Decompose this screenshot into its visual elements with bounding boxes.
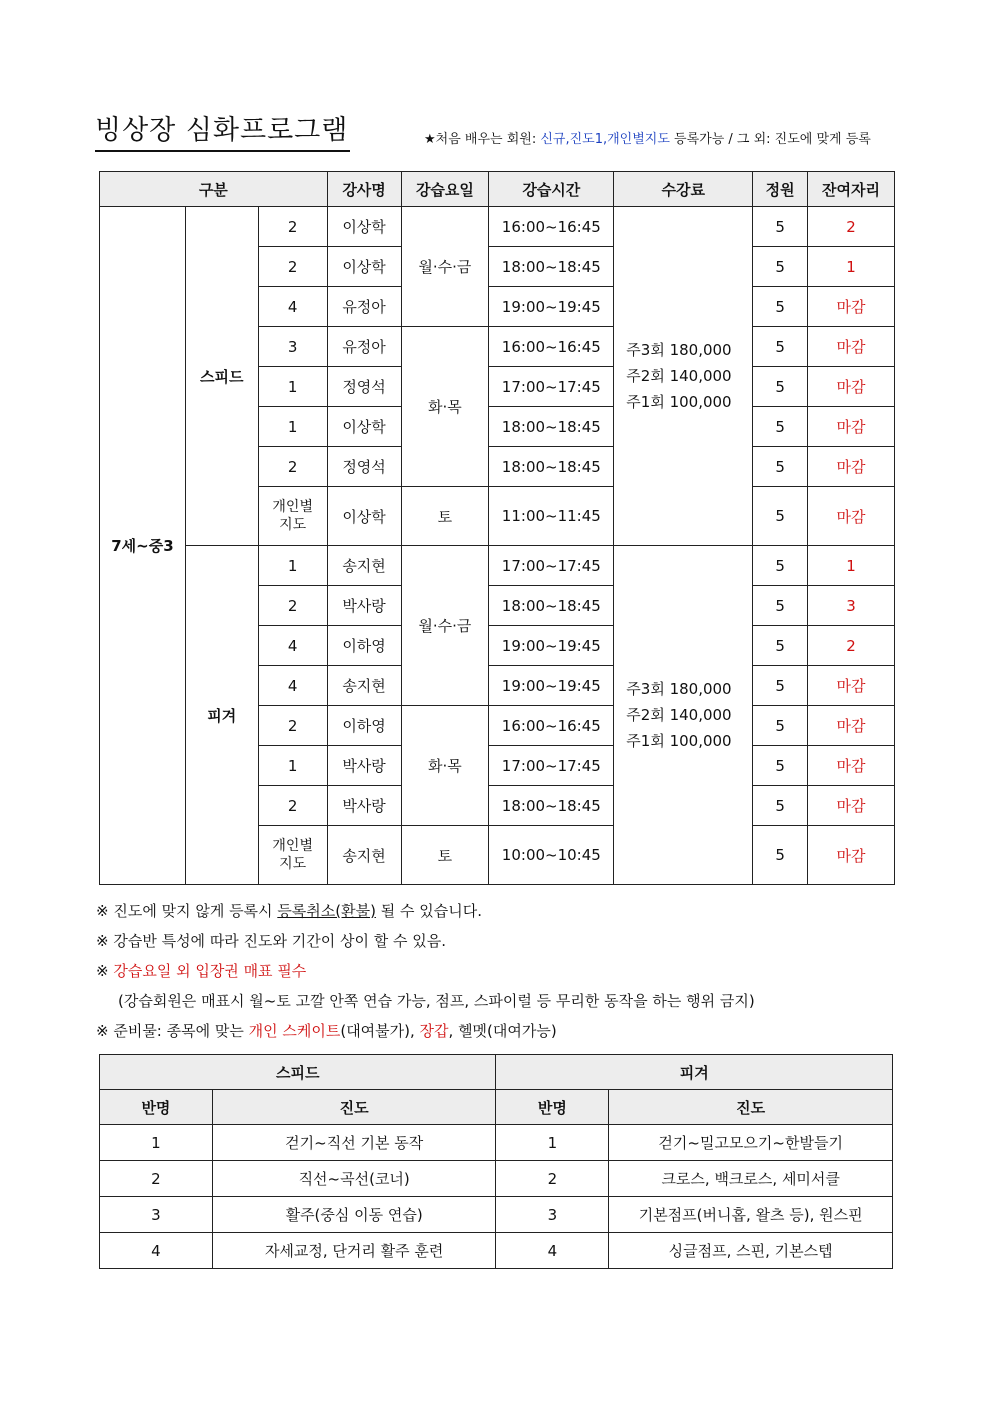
note-line <box>96 956 755 986</box>
time-cell: 17:00~17:45 <box>489 367 614 407</box>
note-line: (강습회원은 매표시 월~토 고깔 안쪽 연습 가능, 점프, 스파이럴 등 무리한 동작을 하는 행위 금지) <box>118 992 755 1010</box>
time-cell: 18:00~18:45 <box>489 247 614 287</box>
header-capacity: 정원 <box>753 172 808 207</box>
remaining-cell: 3 <box>808 586 895 626</box>
speed-progress-cell: 걷기~직선 기본 동작 <box>212 1125 496 1161</box>
note-line <box>96 1016 755 1046</box>
time-cell: 11:00~11:45 <box>489 487 614 546</box>
teacher-cell: 송지현 <box>327 826 401 885</box>
remaining-cell: 1 <box>808 247 895 287</box>
level-cell: 4 <box>258 626 327 666</box>
time-cell: 19:00~19:45 <box>489 287 614 327</box>
table-row <box>100 1161 893 1197</box>
figure-progress-cell: 기본점프(버니홉, 왈츠 등), 원스핀 <box>609 1197 893 1233</box>
capacity-cell: 5 <box>753 247 808 287</box>
capacity-cell: 5 <box>753 626 808 666</box>
time-cell: 19:00~19:45 <box>489 666 614 706</box>
table-row <box>100 546 895 586</box>
speed-category-cell: 스피드 <box>185 207 258 546</box>
figure-class-cell: 2 <box>496 1161 609 1197</box>
note-line <box>96 896 755 926</box>
note-prefix: ★처음 배우는 회원: <box>424 132 541 147</box>
remaining-cell: 마감 <box>808 287 895 327</box>
remaining-cell: 마감 <box>808 666 895 706</box>
header-time: 강습시간 <box>489 172 614 207</box>
level-cell: 1 <box>258 367 327 407</box>
days-cell: 토 <box>401 487 489 546</box>
fee-line: 주1회 100,000 <box>626 393 732 411</box>
level-cell: 2 <box>258 247 327 287</box>
level-line: 개인별 <box>272 838 313 854</box>
capacity-cell: 5 <box>753 327 808 367</box>
level-line: 지도 <box>279 856 307 872</box>
remaining-cell: 마감 <box>808 487 895 546</box>
progress-table <box>99 1054 893 1269</box>
level-cell: 3 <box>258 327 327 367</box>
speed-progress-cell: 자세교정, 단거리 활주 훈련 <box>212 1233 496 1269</box>
header-row <box>100 1090 893 1125</box>
speed-progress-cell: 직선~곡선(코너) <box>212 1161 496 1197</box>
remaining-cell: 2 <box>808 207 895 247</box>
figure-progress-cell: 싱글점프, 스핀, 기본스텝 <box>609 1233 893 1269</box>
note-text: ※ 진도에 맞지 않게 등록시 <box>96 902 278 920</box>
teacher-cell: 이하영 <box>327 626 401 666</box>
fee-line: 주1회 100,000 <box>626 732 732 750</box>
class-header: 반명 <box>496 1090 609 1125</box>
days-cell: 화·목 <box>401 706 489 826</box>
capacity-cell: 5 <box>753 407 808 447</box>
time-cell: 19:00~19:45 <box>489 626 614 666</box>
note-red: 장갑 <box>419 1022 449 1040</box>
time-cell: 16:00~16:45 <box>489 207 614 247</box>
remaining-cell: 마감 <box>808 826 895 885</box>
note-red: 강습요일 외 입장권 매표 필수 <box>113 962 307 980</box>
capacity-cell: 5 <box>753 287 808 327</box>
time-cell: 10:00~10:45 <box>489 826 614 885</box>
teacher-cell: 박사랑 <box>327 786 401 826</box>
teacher-cell: 이상학 <box>327 247 401 287</box>
level-cell: 2 <box>258 586 327 626</box>
schedule-table <box>99 171 895 885</box>
remaining-cell: 마감 <box>808 367 895 407</box>
teacher-cell: 유정아 <box>327 327 401 367</box>
capacity-cell: 5 <box>753 586 808 626</box>
teacher-cell: 이상학 <box>327 487 401 546</box>
table-row <box>100 1197 893 1233</box>
fee-cell <box>614 207 753 546</box>
time-cell: 17:00~17:45 <box>489 546 614 586</box>
note-highlight: 신규,진도1,개인별지도 <box>540 132 670 147</box>
figure-class-cell: 4 <box>496 1233 609 1269</box>
teacher-cell: 정영석 <box>327 367 401 407</box>
level-cell <box>258 826 327 885</box>
header-category: 구분 <box>100 172 328 207</box>
remaining-cell: 마감 <box>808 447 895 487</box>
remaining-cell: 마감 <box>808 407 895 447</box>
remaining-cell: 마감 <box>808 706 895 746</box>
teacher-cell: 이상학 <box>327 407 401 447</box>
registration-note <box>424 128 871 147</box>
note-line: ※ 강습반 특성에 따라 진도와 기간이 상이 할 수 있음. <box>96 932 447 950</box>
level-cell: 4 <box>258 666 327 706</box>
remaining-cell: 1 <box>808 546 895 586</box>
fee-cell <box>614 546 753 885</box>
table-row <box>100 1233 893 1269</box>
time-cell: 16:00~16:45 <box>489 706 614 746</box>
figure-progress-cell: 걷기~밀고모으기~한발들기 <box>609 1125 893 1161</box>
speed-class-cell: 1 <box>100 1125 213 1161</box>
note-text: (대여불가), <box>340 1022 420 1040</box>
note-red: 개인 스케이트 <box>248 1022 341 1040</box>
level-cell: 2 <box>258 447 327 487</box>
time-cell: 16:00~16:45 <box>489 327 614 367</box>
capacity-cell: 5 <box>753 746 808 786</box>
teacher-cell: 정영석 <box>327 447 401 487</box>
fee-line: 주3회 180,000 <box>626 680 732 698</box>
note-text: , 헬멧(대여가능) <box>448 1022 557 1040</box>
teacher-cell: 송지현 <box>327 546 401 586</box>
capacity-cell: 5 <box>753 546 808 586</box>
fee-line: 주3회 180,000 <box>626 341 732 359</box>
days-cell: 토 <box>401 826 489 885</box>
header-row <box>100 1055 893 1090</box>
capacity-cell: 5 <box>753 786 808 826</box>
time-cell: 18:00~18:45 <box>489 786 614 826</box>
capacity-cell: 5 <box>753 487 808 546</box>
remaining-cell: 마감 <box>808 327 895 367</box>
teacher-cell: 이상학 <box>327 207 401 247</box>
level-cell: 1 <box>258 407 327 447</box>
time-cell: 18:00~18:45 <box>489 447 614 487</box>
level-cell: 2 <box>258 706 327 746</box>
speed-class-cell: 4 <box>100 1233 213 1269</box>
time-cell: 18:00~18:45 <box>489 586 614 626</box>
capacity-cell: 5 <box>753 826 808 885</box>
level-cell: 4 <box>258 287 327 327</box>
teacher-cell: 송지현 <box>327 666 401 706</box>
fee-line: 주2회 140,000 <box>626 367 732 385</box>
capacity-cell: 5 <box>753 666 808 706</box>
level-cell: 2 <box>258 786 327 826</box>
figure-class-cell: 1 <box>496 1125 609 1161</box>
days-cell: 화·목 <box>401 327 489 487</box>
level-cell: 2 <box>258 207 327 247</box>
class-header: 반명 <box>100 1090 213 1125</box>
figure-category-cell: 피겨 <box>185 546 258 885</box>
table-row <box>100 207 895 247</box>
capacity-cell: 5 <box>753 706 808 746</box>
capacity-cell: 5 <box>753 447 808 487</box>
level-line: 개인별 <box>272 499 313 515</box>
speed-header: 스피드 <box>100 1055 496 1090</box>
days-cell: 월·수·금 <box>401 546 489 706</box>
progress-header: 진도 <box>609 1090 893 1125</box>
note-underlined: 등록취소(환불) <box>277 902 376 920</box>
figure-progress-cell: 크로스, 백크로스, 세미서클 <box>609 1161 893 1197</box>
figure-class-cell: 3 <box>496 1197 609 1233</box>
time-cell: 17:00~17:45 <box>489 746 614 786</box>
speed-class-cell: 2 <box>100 1161 213 1197</box>
header-fee: 수강료 <box>614 172 753 207</box>
header-remaining: 잔여자리 <box>808 172 895 207</box>
teacher-cell: 이하영 <box>327 706 401 746</box>
note-text: ※ 준비물: 종목에 맞는 <box>96 1022 249 1040</box>
notes-section <box>96 896 755 1046</box>
progress-header: 진도 <box>212 1090 496 1125</box>
header-row <box>100 172 895 207</box>
page-title: 빙상장 심화프로그램 <box>95 114 350 152</box>
level-cell: 1 <box>258 746 327 786</box>
teacher-cell: 박사랑 <box>327 746 401 786</box>
speed-progress-cell: 활주(중심 이동 연습) <box>212 1197 496 1233</box>
note-text: 될 수 있습니다. <box>375 902 482 920</box>
time-cell: 18:00~18:45 <box>489 407 614 447</box>
header-days: 강습요일 <box>401 172 489 207</box>
header-teacher: 강사명 <box>327 172 401 207</box>
level-cell <box>258 487 327 546</box>
fee-line: 주2회 140,000 <box>626 706 732 724</box>
speed-class-cell: 3 <box>100 1197 213 1233</box>
note-text: ※ <box>96 962 114 980</box>
days-cell: 월·수·금 <box>401 207 489 327</box>
remaining-cell: 마감 <box>808 786 895 826</box>
capacity-cell: 5 <box>753 367 808 407</box>
table-row <box>100 1125 893 1161</box>
age-group-cell: 7세~중3 <box>100 207 186 885</box>
level-line: 지도 <box>279 517 307 533</box>
remaining-cell: 2 <box>808 626 895 666</box>
teacher-cell: 박사랑 <box>327 586 401 626</box>
figure-header: 피겨 <box>496 1055 893 1090</box>
capacity-cell: 5 <box>753 207 808 247</box>
remaining-cell: 마감 <box>808 746 895 786</box>
level-cell: 1 <box>258 546 327 586</box>
teacher-cell: 유정아 <box>327 287 401 327</box>
note-suffix: 등록가능 / 그 외: 진도에 맞게 등록 <box>669 132 871 147</box>
